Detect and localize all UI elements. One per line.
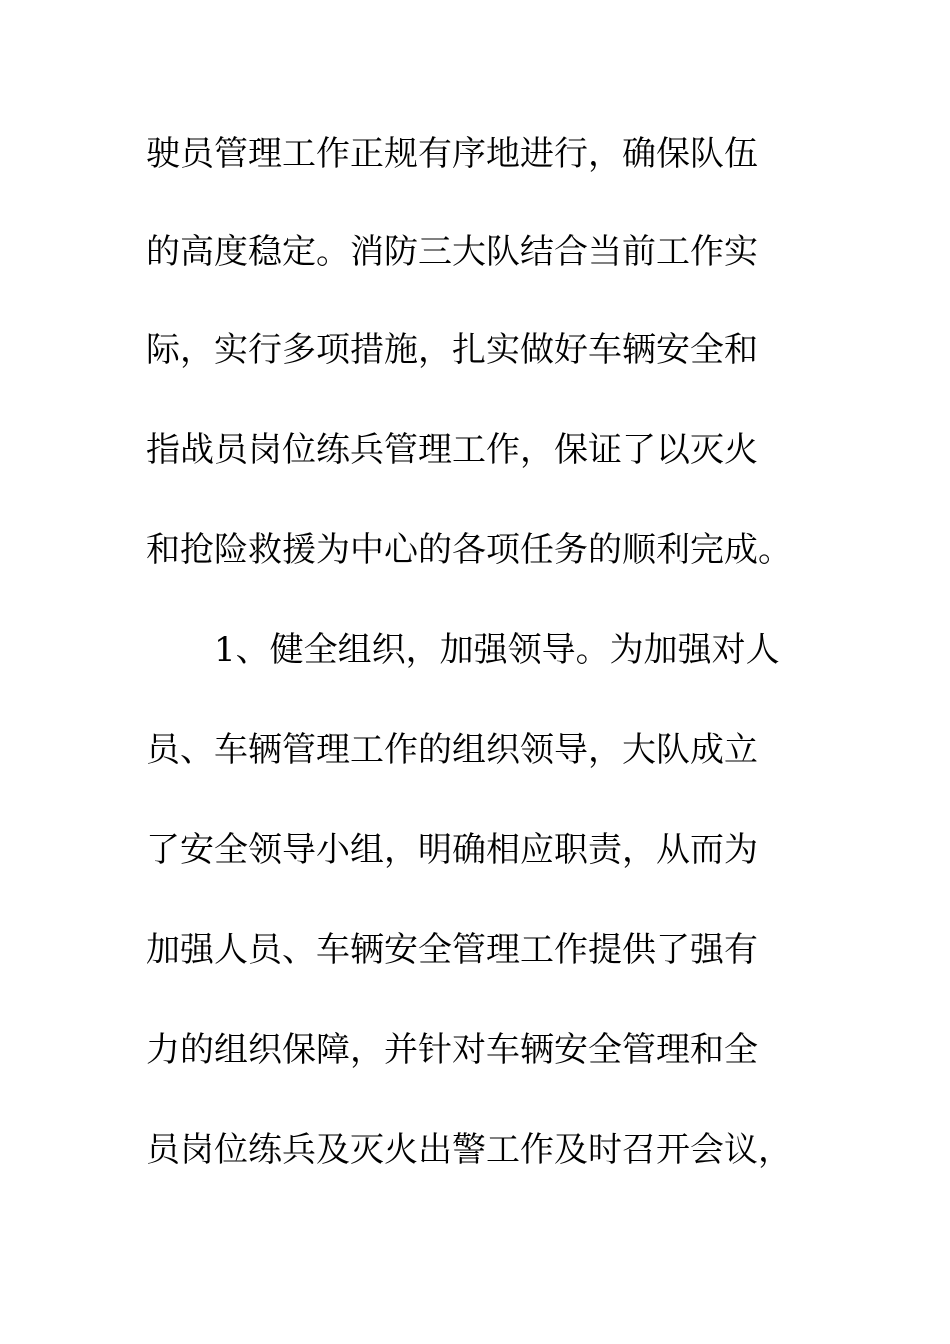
text-line: 力的组织保障，并针对车辆安全管理和全 <box>146 1030 758 1070</box>
text-line: 加强人员、车辆安全管理工作提供了强有 <box>146 930 758 970</box>
text-line: 了安全领导小组，明确相应职责，从而为 <box>146 830 758 870</box>
text-line: 员岗位练兵及灭火出警工作及时召开会议， <box>146 1130 792 1170</box>
paragraph-first-line: 1、健全组织，加强领导。为加强对人 <box>214 630 780 670</box>
text-line: 指战员岗位练兵管理工作，保证了以灭火 <box>146 430 758 470</box>
text-line: 员、车辆管理工作的组织领导，大队成立 <box>146 730 758 770</box>
text-line: 和抢险救援为中心的各项任务的顺利完成。 <box>146 530 792 570</box>
text-line: 际，实行多项措施，扎实做好车辆安全和 <box>146 330 758 370</box>
text-line: 的高度稳定。消防三大队结合当前工作实 <box>146 232 758 272</box>
text-line: 驶员管理工作正规有序地进行，确保队伍 <box>146 134 758 174</box>
